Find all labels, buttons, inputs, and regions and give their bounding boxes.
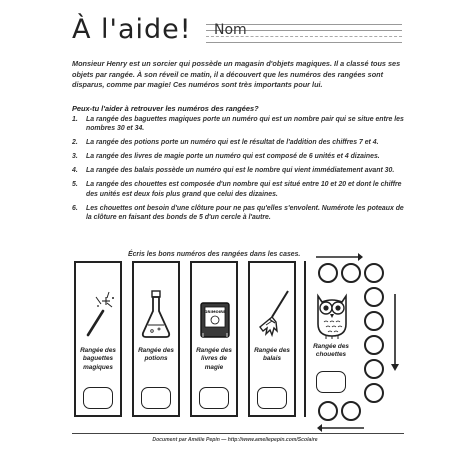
clue-item: 5. La rangée des chouettes est composée d'un nombre qui est situé entre 10 et 20 et dont le chiffre des unités est deux fois plus grand que celui des dizaines. [72, 181, 402, 198]
footer-credit: Document par Amélie Pepin — http://www.ameliepepin.com/Scolaire [152, 437, 318, 443]
spell-book-icon [192, 281, 236, 341]
shelf-brooms [248, 261, 296, 417]
owl-icon [312, 288, 352, 340]
answer-box-books[interactable] [199, 387, 229, 409]
answer-box-wands[interactable] [83, 387, 113, 409]
name-field[interactable] [206, 18, 402, 44]
book-cover-text: GRIMOIRE [204, 309, 226, 314]
fence-post-circle[interactable] [364, 383, 384, 403]
answer-box-owls[interactable] [316, 371, 346, 393]
broom-icon [250, 281, 294, 341]
shelf-label-owls: Rangée des chouettes [313, 343, 349, 359]
magic-wand-icon [76, 281, 120, 341]
shelf-label: Rangée des potions [138, 347, 174, 363]
shelf-potions [132, 261, 180, 417]
shelf-label: Rangée des livres de magie [196, 347, 232, 371]
page-title: À l'aide! [72, 14, 192, 45]
fence-post-circle[interactable] [364, 287, 384, 307]
clue-list [72, 115, 404, 227]
clue-item: 4. La rangée des balais possède un numéro qui est le nombre qui vient immédiatement avant 30. [72, 167, 395, 175]
clue-item: 2. La rangée des potions porte un numéro qui est le résultat de l'addition des chiffres 7 et 4. [72, 139, 379, 147]
fence-post-circle[interactable] [341, 263, 361, 283]
shelf-divider [304, 261, 306, 417]
fence-post-circle[interactable] [364, 263, 384, 283]
instruction-text: Écris les bons numéros des rangées dans les cases. [128, 251, 301, 258]
clue-item: 6. Les chouettes ont besoin d'une clôture pour ne pas qu'elles s'envolent. Numérote les poteaux de la clôture en faisant des bonds de 5 d'un cercle à l'autre. [72, 204, 404, 222]
fence-post-circle[interactable] [318, 401, 338, 421]
fence-post-circle[interactable] [318, 263, 338, 283]
footer-divider [72, 433, 404, 434]
arrow-left-icon [316, 423, 366, 433]
clue-item: 1. La rangée des baguettes magiques porte un numéro qui est un nombre pair qui se situe entre les nombres 30 et 34. [72, 116, 404, 133]
answer-box-brooms[interactable] [257, 387, 287, 409]
fence-post-circle[interactable] [364, 359, 384, 379]
shelf-label: Rangée des balais [254, 347, 290, 363]
potion-flask-icon [134, 281, 178, 341]
clue-item: 3. La rangée des livres de magie porte un numéro qui est composé de 6 unités et 4 dizaines. [72, 153, 380, 161]
intro-text: Monsieur Henry est un sorcier qui possède un magasin d'objets magiques. Il a classé tous ses objets par rangée. À son réveil ce matin, il a découvert que les numéros des rangées sont disparus, comme par magie! Ces numéros sont très importants pour lui. [72, 59, 401, 90]
arrow-down-icon [390, 292, 400, 372]
shelf-label: Rangée des baguettes magiques [80, 347, 116, 371]
name-label: Nom [214, 22, 247, 38]
shelf-spell-books [190, 261, 238, 417]
fence-post-circle[interactable] [341, 401, 361, 421]
arrow-right-icon [314, 252, 364, 262]
shelf-magic-wands [74, 261, 122, 417]
fence-post-circle[interactable] [364, 311, 384, 331]
question-text: Peux-tu l'aider à retrouver les numéros des rangées? [72, 104, 259, 113]
fence-post-circle[interactable] [364, 335, 384, 355]
answer-box-potions[interactable] [141, 387, 171, 409]
